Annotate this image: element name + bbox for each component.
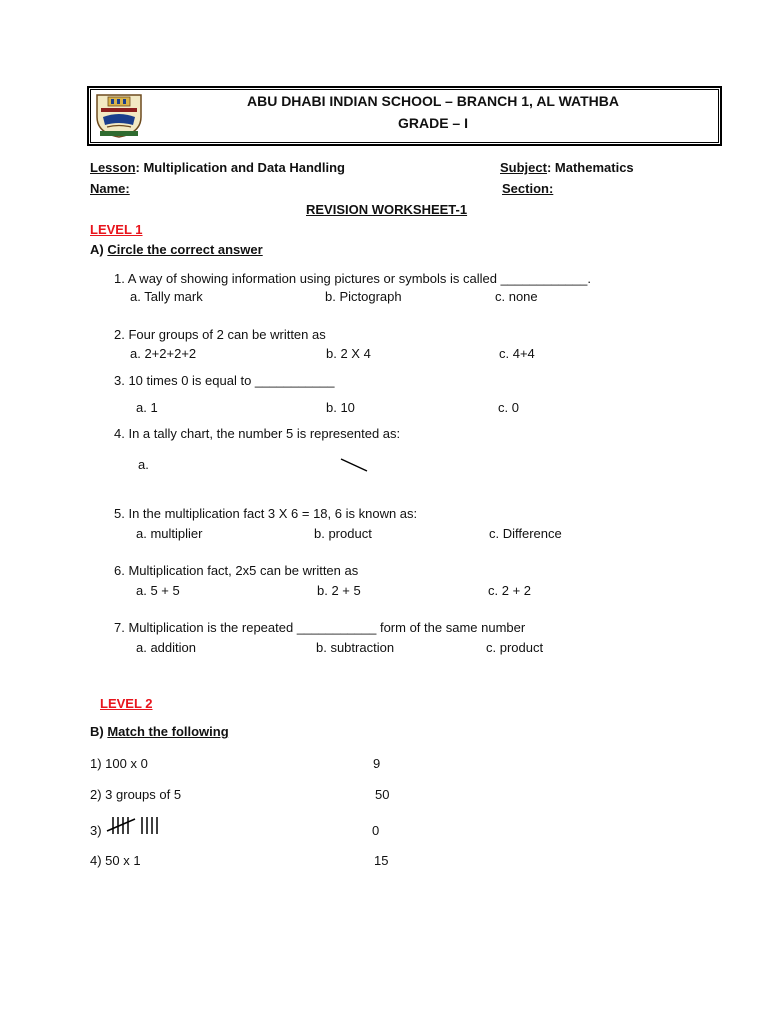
q2-option-c[interactable]: c. 4+4: [499, 346, 535, 361]
match-left-2: 2) 3 groups of 5: [90, 787, 182, 802]
level1-heading: LEVEL 1: [90, 222, 143, 237]
section-b-prefix: B): [90, 724, 108, 739]
subject-value: : Mathematics: [546, 160, 634, 175]
school-name: ABU DHABI INDIAN SCHOOL – BRANCH 1, AL WATHBA: [246, 93, 620, 109]
match-right-1: 9: [373, 756, 381, 771]
match-right-4: 15: [374, 853, 389, 868]
subject-line: [500, 160, 634, 175]
tally-marks-icon: [104, 814, 164, 838]
q1-option-b[interactable]: b. Pictograph: [325, 289, 402, 304]
q5-option-c[interactable]: c. Difference: [489, 526, 562, 541]
lesson-label: Lesson: [90, 160, 136, 175]
question-3: 3. 10 times 0 is equal to ___________: [114, 373, 335, 388]
match-left-3: 3): [90, 823, 102, 838]
q3-option-c[interactable]: c. 0: [498, 400, 519, 415]
match-left-1: 1) 100 x 0: [90, 756, 148, 771]
q4-diagonal-stroke-icon[interactable]: [338, 456, 370, 474]
q7-option-c[interactable]: c. product: [486, 640, 544, 655]
q6-option-a[interactable]: a. 5 + 5: [136, 583, 180, 598]
q2-option-a[interactable]: a. 2+2+2+2: [130, 346, 197, 361]
question-5: 5. In the multiplication fact 3 X 6 = 18, 6 is known as:: [114, 506, 418, 521]
q2-option-b[interactable]: b. 2 X 4: [326, 346, 371, 361]
section-label: Section:: [502, 181, 554, 196]
match-right-2: 50: [375, 787, 390, 802]
q6-option-b[interactable]: b. 2 + 5: [317, 583, 361, 598]
section-a-heading: [90, 242, 263, 257]
match-right-3: 0: [372, 823, 380, 838]
q4-option-a[interactable]: a.: [138, 457, 149, 472]
section-a-title: Circle the correct answer: [107, 242, 263, 257]
q7-option-a[interactable]: a. addition: [136, 640, 196, 655]
section-b-heading: [90, 724, 229, 739]
question-1: 1. A way of showing information using pictures or symbols is called ____________.: [114, 271, 591, 286]
question-6: 6. Multiplication fact, 2x5 can be written as: [114, 563, 359, 578]
section-b-title: Match the following: [107, 724, 229, 739]
question-4: 4. In a tally chart, the number 5 is represented as:: [114, 426, 401, 441]
q3-option-b[interactable]: b. 10: [326, 400, 355, 415]
subject-label: Subject: [500, 160, 547, 175]
q5-option-a[interactable]: a. multiplier: [136, 526, 203, 541]
q6-option-c[interactable]: c. 2 + 2: [488, 583, 531, 598]
name-label: Name:: [90, 181, 130, 196]
lesson-value: : Multiplication and Data Handling: [135, 160, 345, 175]
worksheet-title: REVISION WORKSHEET-1: [306, 202, 468, 217]
q5-option-b[interactable]: b. product: [314, 526, 372, 541]
q7-option-b[interactable]: b. subtraction: [316, 640, 395, 655]
lesson-line: [90, 160, 345, 175]
match-left-4: 4) 50 x 1: [90, 853, 141, 868]
q1-option-c[interactable]: c. none: [495, 289, 538, 304]
question-2: 2. Four groups of 2 can be written as: [114, 327, 326, 342]
level2-heading: LEVEL 2: [100, 696, 153, 711]
grade-title: GRADE – I: [397, 115, 468, 131]
school-crest-logo: [93, 91, 145, 139]
q3-option-a[interactable]: a. 1: [136, 400, 158, 415]
question-7: 7. Multiplication is the repeated ___________ form of the same number: [114, 620, 526, 635]
q1-option-a[interactable]: a. Tally mark: [130, 289, 203, 304]
section-a-prefix: A): [90, 242, 108, 257]
